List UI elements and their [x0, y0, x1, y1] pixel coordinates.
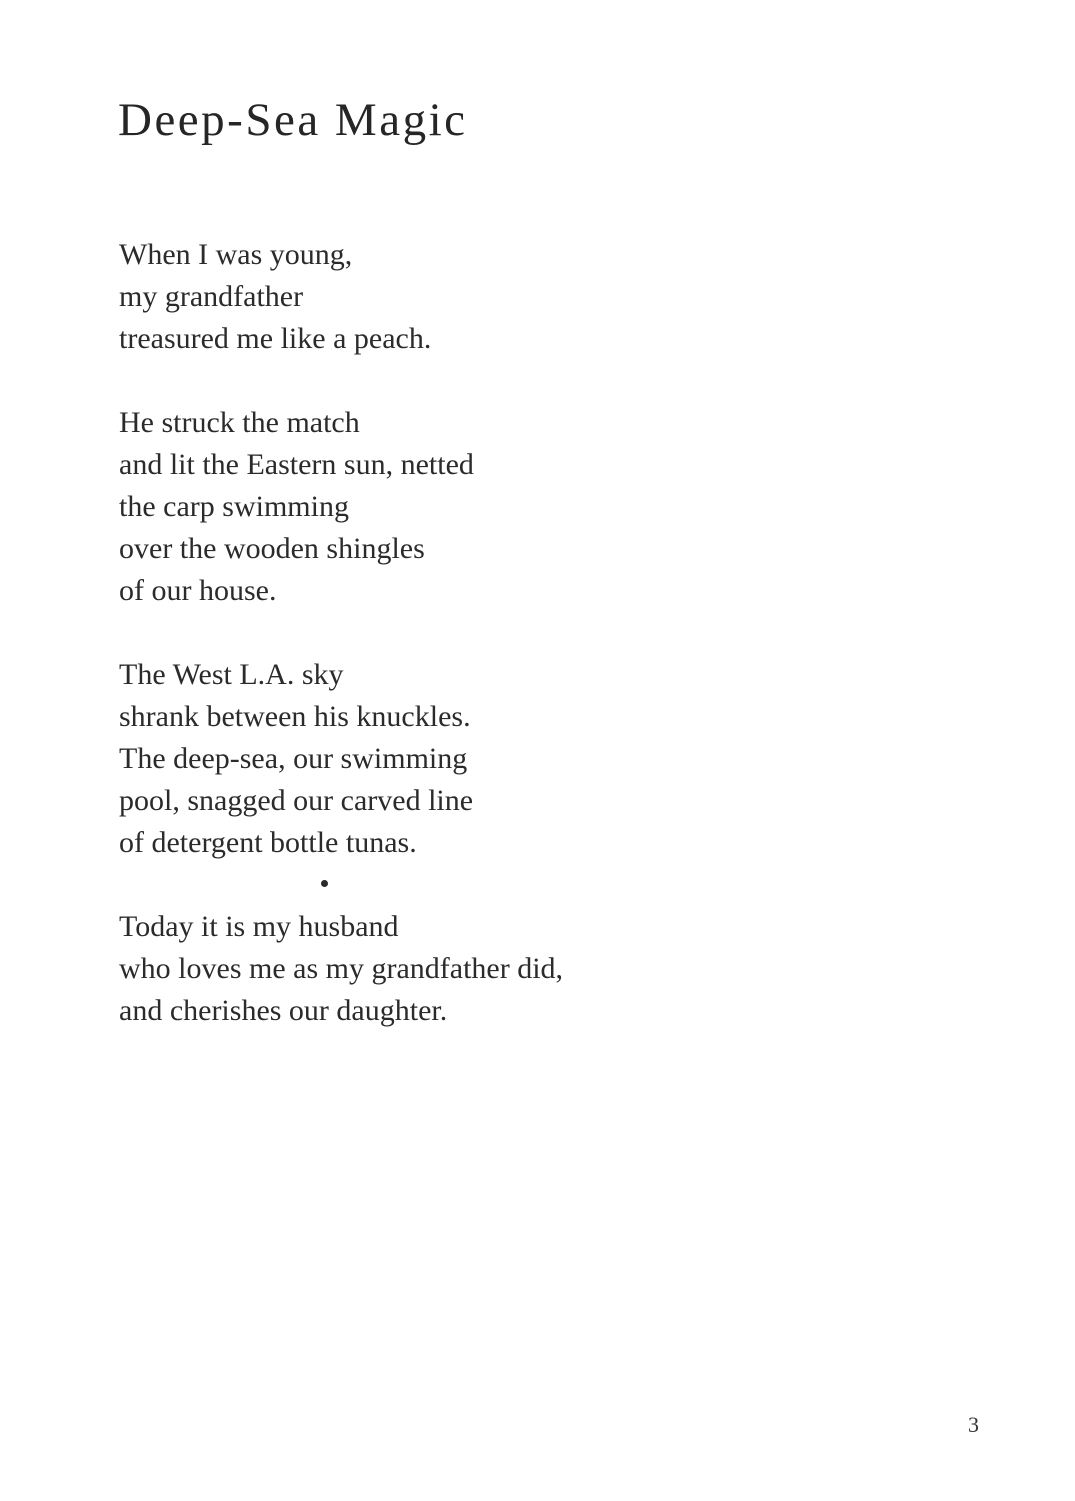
- poem-body: [119, 234, 819, 1032]
- poem-line: treasured me like a peach.: [119, 322, 432, 355]
- stanza-1: [119, 234, 819, 360]
- poem-line: over the wooden shingles: [119, 532, 425, 565]
- poem-line: and cherishes our daughter.: [119, 994, 448, 1027]
- poem-line: Today it is my husband: [119, 910, 399, 943]
- poem-title: Deep-Sea Magic: [118, 94, 468, 146]
- poem-line: and lit the Eastern sun, netted: [119, 448, 474, 481]
- page-number: 3: [968, 1412, 979, 1437]
- poem-line: The deep-sea, our swimming: [119, 742, 468, 775]
- poem-line: When I was young,: [119, 238, 353, 271]
- stanza-4: [119, 906, 819, 1032]
- poem-line: He struck the match: [119, 406, 360, 439]
- section-break-dot: [321, 880, 328, 887]
- poem-line: of detergent bottle tunas.: [119, 826, 417, 859]
- poem-line: shrank between his knuckles.: [119, 700, 471, 733]
- stanza-3: [119, 654, 819, 864]
- stanza-2: [119, 402, 819, 612]
- poem-line: pool, snagged our carved line: [119, 784, 474, 817]
- poem-line: my grandfather: [119, 280, 304, 313]
- poem-line: The West L.A. sky: [119, 658, 344, 691]
- poem-line: of our house.: [119, 574, 277, 607]
- poem-line: who loves me as my grandfather did,: [119, 952, 564, 985]
- poem-line: the carp swimming: [119, 490, 349, 523]
